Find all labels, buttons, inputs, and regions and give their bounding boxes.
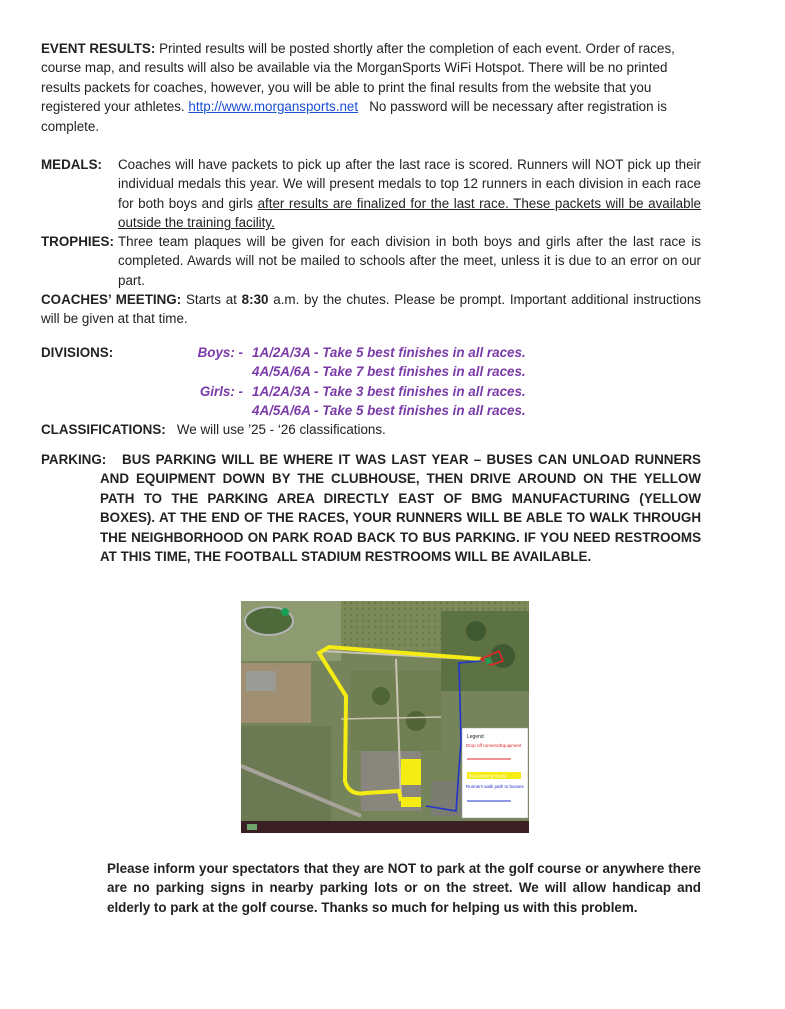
parking-map-image — [241, 601, 529, 833]
coaches-meeting-time: 8:30 — [241, 292, 269, 307]
medals-underlined-text: after results are finalized for the last race. These packets will be available outside the training facility. — [118, 195, 702, 231]
coaches-meeting-text-2: a.m. by the chutes. Please be prompt. Important additional instructions will be given at that time. — [41, 292, 701, 327]
spectators-text: Please inform your spectators that they are NOT to park at the golf course or anywhere there are no parking signs in nearby parking lots or on the street. We will allow handicap and elderly to park at the golf course. Thanks so much for helping us with this problem. — [107, 861, 701, 915]
parking-label: PARKING: — [41, 452, 107, 467]
legend-title: Legend — [467, 734, 484, 740]
event-results-text: Printed results will be posted shortly after the completion of each event. Order of races, course map, and results will also be available via the MorganSports WiFi Hotspot. There will be no printed results packets for coaches, however, you will be able to print the final results from the website that you registered your athletes. — [41, 41, 675, 115]
medals-section — [41, 155, 701, 233]
division-group — [181, 362, 243, 381]
medals-text: Coaches will have packets to pick up after the last race is scored. Runners will NOT pick up their individual medals this year. We will present medals to top 12 runners in each division in each race for both boys and girls — [118, 157, 701, 211]
division-rule: 1A/2A/3A - Take 3 best finishes in all races. — [252, 383, 526, 399]
coaches-meeting-text: Starts at — [185, 292, 237, 307]
legend-drop-label: Drop off runners/Equipment — [466, 743, 522, 748]
coaches-meeting-label: COACHES’ MEETING: — [41, 292, 182, 307]
event-results-label: EVENT RESULTS: — [41, 41, 156, 56]
trophies-text: Three team plaques will be given for each division in both boys and girls after the last race is completed. Awards will not be mailed to schools after the meet, unless it is due to an error on our part. — [118, 234, 701, 288]
division-group: Boys: - — [197, 345, 243, 360]
classifications-text: We will use ’25 - ‘26 classifications. — [176, 422, 386, 437]
coaches-meeting-section — [41, 290, 701, 329]
divisions-section — [41, 343, 701, 421]
parking-section — [41, 450, 701, 566]
spectators-notice — [107, 859, 701, 917]
division-group: Girls: - — [199, 383, 243, 399]
event-results-text-2: No password will be necessary after registration is complete. — [41, 99, 667, 134]
parking-text: BUS PARKING WILL BE WHERE IT WAS LAST YEAR – BUSES CAN UNLOAD RUNNERS AND EQUIPMENT DOWN BY THE CLUBHOUSE, THEN DRIVE AROUND ON THE YELLOW PATH TO THE PARKING AREA DIRECTLY EAST OF BMG MANUFACTURING (YELLOW BOXES). AT THE END OF THE RACES, YOUR RUNNERS WILL BE ABLE TO WALK THROUGH THE NEIGHBORHOOD ON PARK ROAD BACK TO BUS PARKING. IF YOU NEED RESTROOMS AT THIS TIME, THE FOOTBALL STADIUM RESTROOMS WILL BE AVAILABLE. — [100, 452, 701, 565]
division-rule: 1A/2A/3A - Take 5 best finishes in all races. — [252, 345, 526, 360]
classifications-label: CLASSIFICATIONS: — [41, 422, 166, 437]
classifications-section — [41, 420, 701, 439]
bus-parking-box — [401, 797, 421, 807]
trophies-section — [41, 232, 701, 290]
map-pin-icon — [281, 608, 289, 616]
division-rule: 4A/5A/6A - Take 5 best finishes in all races. — [252, 403, 526, 419]
bus-parking-box — [401, 759, 421, 785]
medals-label: MEDALS: — [41, 157, 102, 172]
division-rule: 4A/5A/6A - Take 7 best finishes in all races. — [252, 364, 526, 380]
event-results-section — [41, 39, 701, 136]
division-group — [181, 401, 243, 420]
divisions-label: DIVISIONS: — [41, 345, 114, 360]
legend-walk-label: Runners walk path to busses — [466, 784, 524, 789]
morgansports-link[interactable]: http://www.morgansports.net — [188, 99, 359, 115]
legend-bus-label: Bus Parking Route — [469, 773, 507, 779]
trophies-label: TROPHIES: — [41, 234, 114, 249]
